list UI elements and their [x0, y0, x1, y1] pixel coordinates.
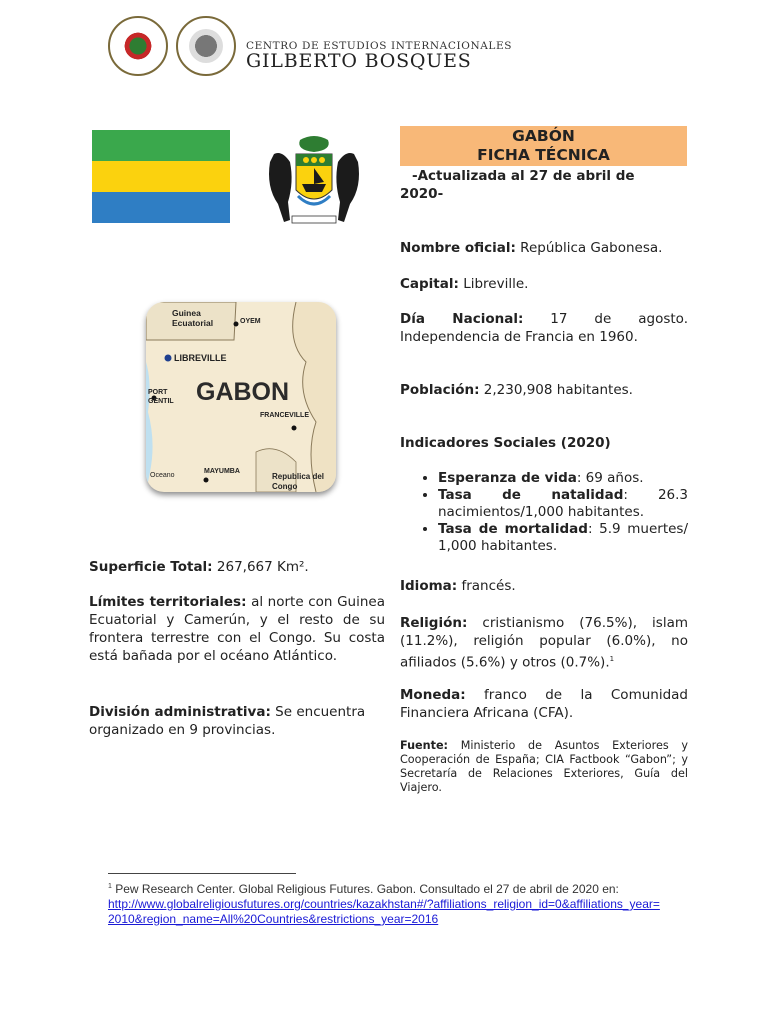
indicator-life-expectancy: • Esperanza de vida: 69 años. [438, 470, 688, 487]
footnote-link[interactable]: http://www.globalreligiousfutures.org/countries/kazakhstan#/?affiliations_religion_id=0&affiliations_year=2010&region_name=All%20Countries&restrictions_year=2016 [108, 897, 660, 926]
footnote-ref[interactable]: 1 [609, 655, 615, 663]
official-name-field: Nombre oficial: República Gabonesa. [400, 240, 663, 256]
capital-field: Capital: Libreville. [400, 276, 529, 292]
currency-field: Moneda: franco de la Comunidad Financiera Africana (CFA). [400, 687, 688, 721]
gabon-map [146, 302, 336, 492]
map-label-mayumba: MAYUMBA [204, 468, 240, 475]
cei-seal-logo [176, 16, 236, 76]
org-name-line1: CENTRO DE ESTUDIOS INTERNACIONALES [246, 40, 513, 52]
social-indicators-list [400, 470, 688, 555]
indicator-mortality-rate: • Tasa de mortalidad: 5.9 muertes/ 1,000 habitantes. [438, 521, 688, 555]
map-label-oyem: OYEM [240, 318, 261, 325]
indicator-birth-rate: • Tasa de natalidad: 26.3 nacimientos/1,000 habitantes. [438, 487, 688, 521]
map-label-republica-congo: Republica del Congo [272, 472, 325, 491]
title-box [400, 126, 687, 166]
org-name-line2: GILBERTO BOSQUES [246, 50, 472, 72]
footnote: $^1$ Pew Research Center. Global Religious Futures. Gabon. Consultado el 27 de abril de 2020 en: http://www.globalreligiousfutures.org/countries/kazakhstan#/?affiliations_religion_id=0&affiliations_year=2010&region_name=All%20Countries&restrictions_year=2016 [108, 882, 660, 926]
social-indicators-heading: Indicadores Sociales (2020) [400, 435, 611, 451]
document-title: FICHA TÉCNICA [477, 146, 610, 164]
national-day-field: Día Nacional: 17 de agosto. Independencia de Francia en 1960. [400, 311, 688, 345]
map-label-oceano: Oceano [150, 472, 175, 479]
source-note: Fuente: Ministerio de Asuntos Exteriores y Cooperación de España; CIA Factbook “Gabon”; y Secretaría de Relaciones Exteriores, Guía del Viajero. [400, 739, 688, 794]
gabon-flag [92, 130, 230, 223]
map-label-franceville: FRANCEVILLE [260, 412, 309, 419]
map-label-guinea: Guinea Ecuatorial [172, 308, 214, 328]
map-label-country: GABON [196, 378, 290, 406]
map-label-port-gentil: PORT GENTIL [148, 389, 174, 405]
total-area-field: Superficie Total: 267,667 Km². [89, 559, 309, 575]
country-title: GABÓN [512, 127, 575, 145]
borders-field: Límites territoriales: al norte con Guinea Ecuatorial y Camerún, y el resto de su frontera terrestre con el Congo. Su costa está bañada por el océano Atlántico. [89, 594, 385, 664]
footnote-divider [108, 873, 296, 874]
update-date: -Actualizada al 27 de abril de 2020- [400, 168, 635, 202]
religion-field: Religión: cristianismo (76.5%), islam (11.2%), religión popular (6.0%), no afiliados (5.6%) y otros (0.7%).$^1$ [400, 615, 688, 671]
population-field: Población: 2,230,908 habitantes. [400, 382, 633, 398]
language-field: Idioma: francés. [400, 578, 516, 594]
coat-of-arms-emblem [264, 132, 364, 227]
administrative-division-field: División administrativa: Se encuentra organizado en 9 provincias. [89, 704, 366, 738]
senate-seal-logo [108, 16, 168, 76]
map-label-libreville: LIBREVILLE [174, 353, 227, 363]
